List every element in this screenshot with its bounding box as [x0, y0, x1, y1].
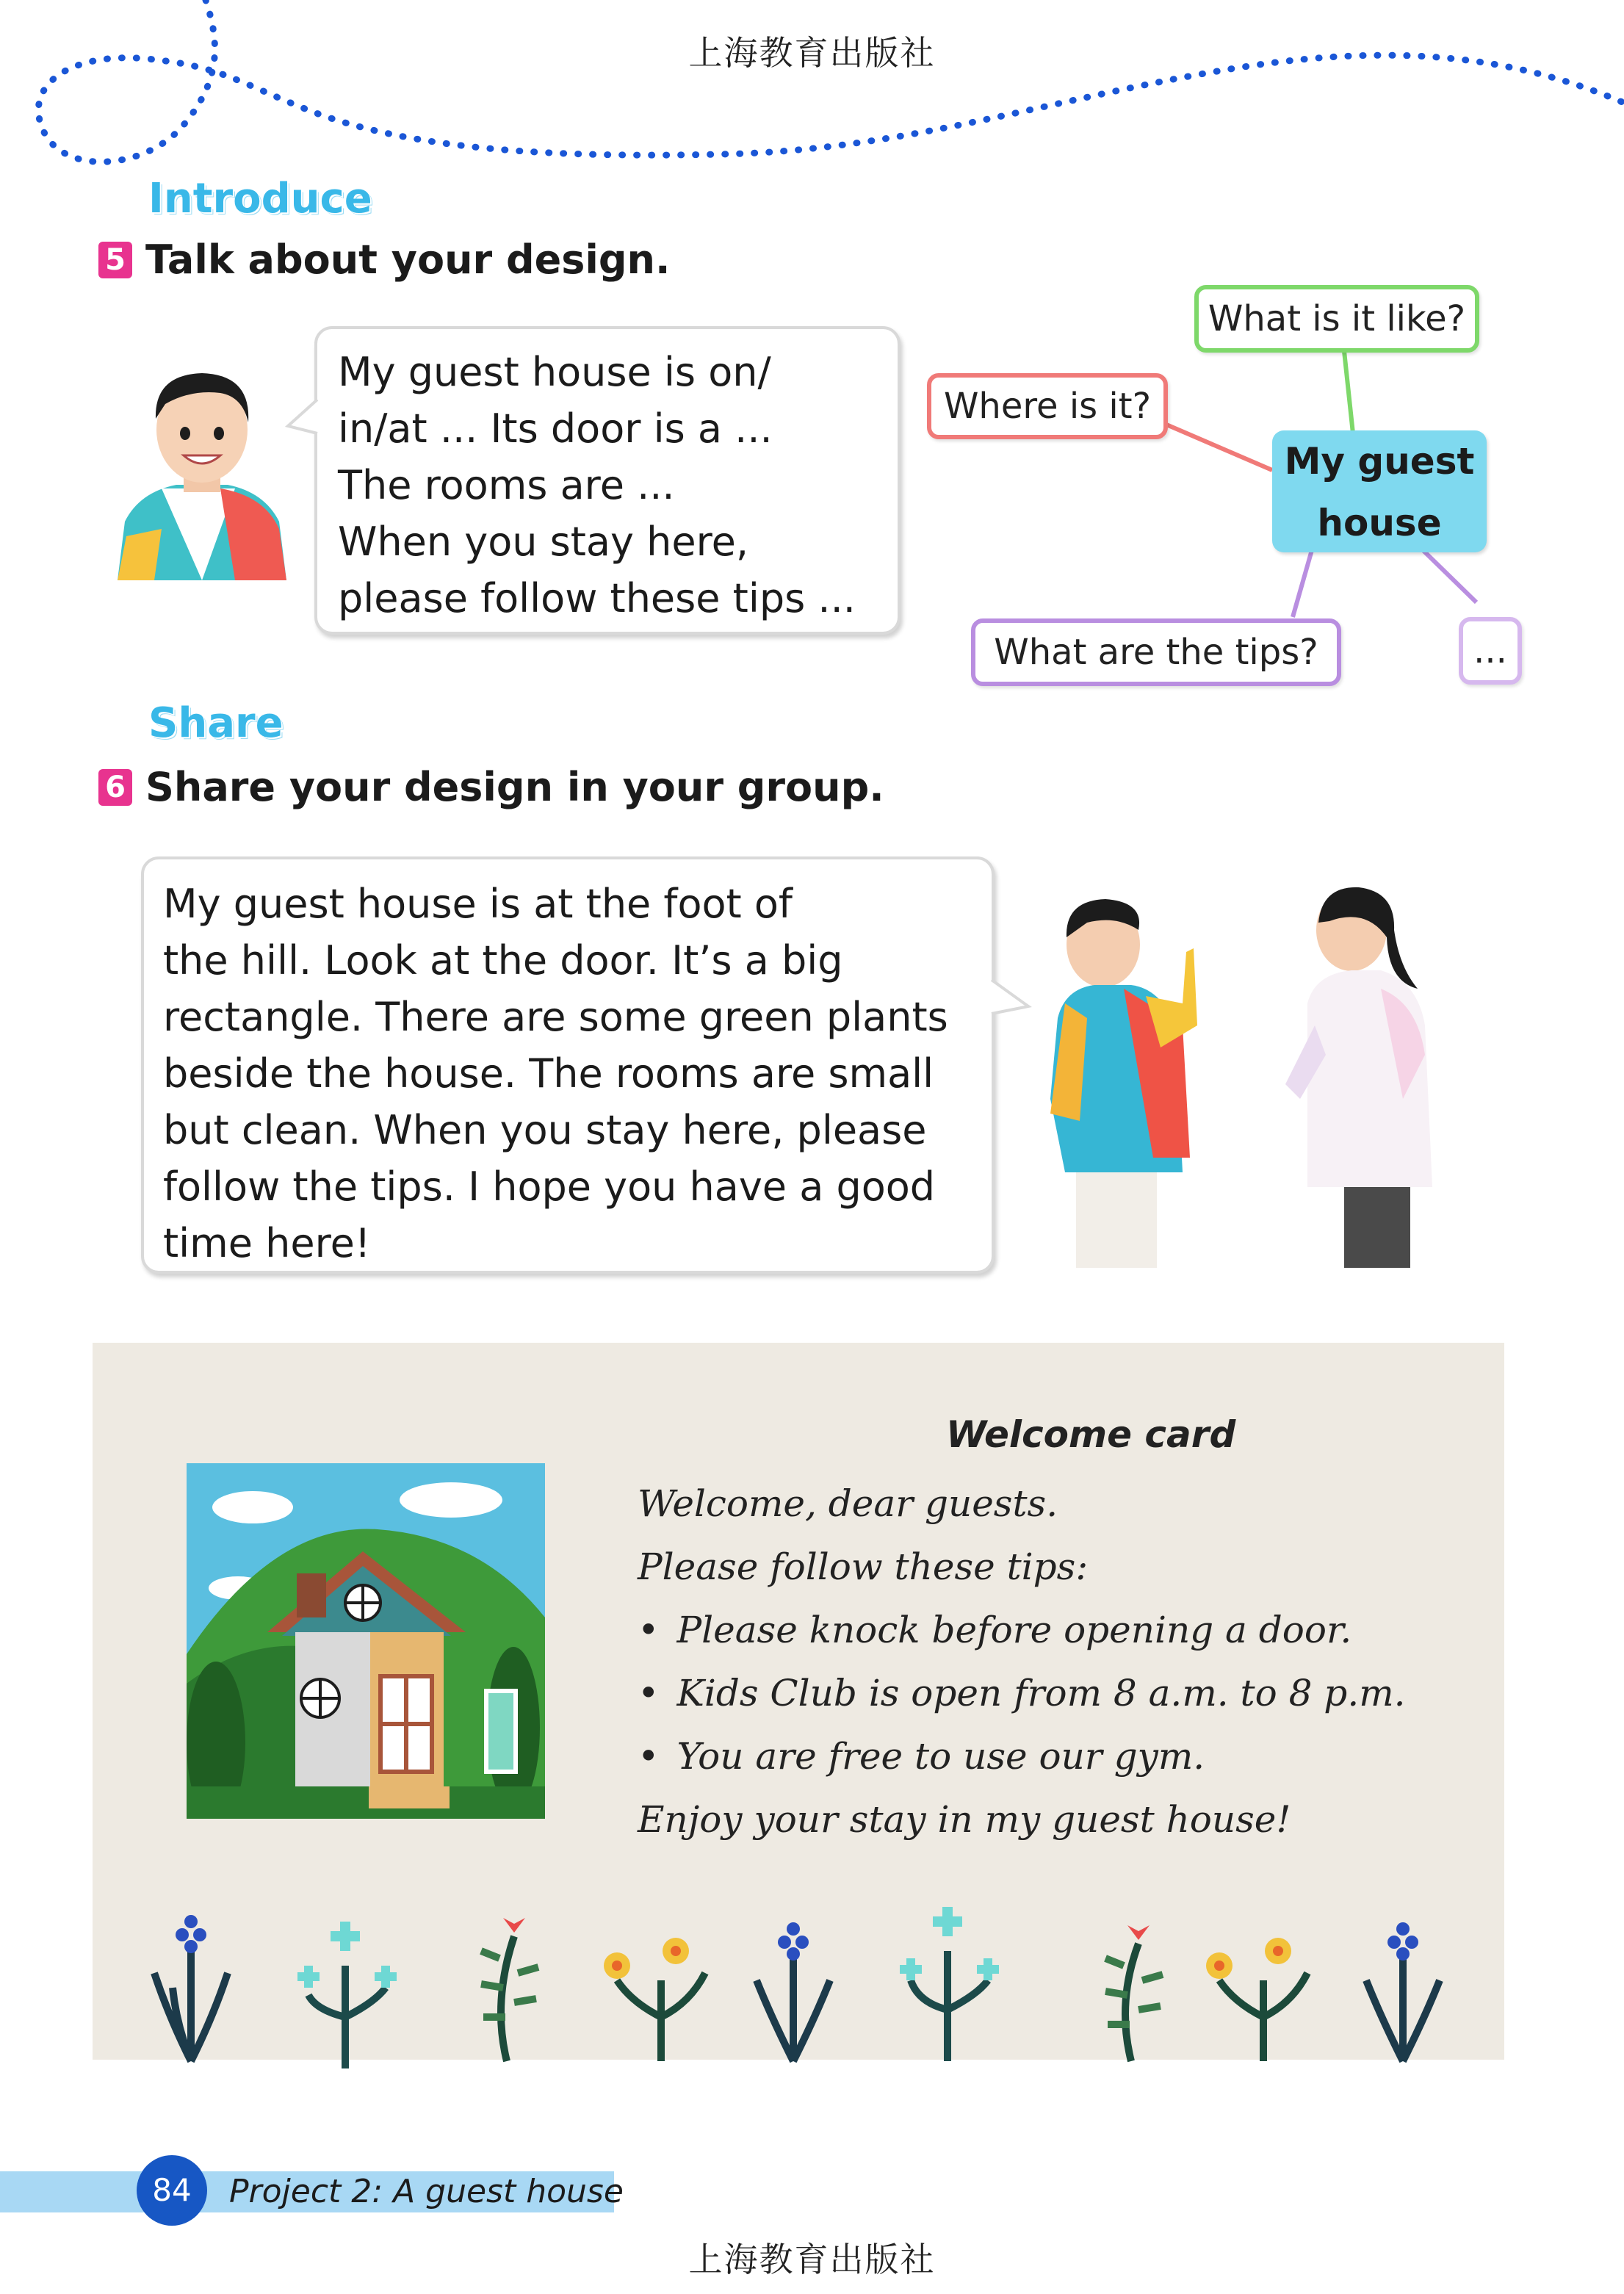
publisher-header: 上海教育出版社 — [688, 33, 936, 73]
speech-bubble-introduce — [314, 326, 901, 635]
section-title-introduce: Introduce — [148, 175, 372, 223]
card-tip-text: Kids Club is open from 8 a.m. to 8 p.m. — [676, 1672, 1406, 1714]
flower-icon — [900, 1907, 999, 2061]
card-tip: • Kids Club is open from 8 a.m. to 8 p.m. — [638, 1672, 1406, 1714]
card-tip-text: You are free to use our gym. — [676, 1735, 1205, 1778]
task-5-heading — [98, 237, 671, 283]
task-text: Share your design in your group. — [145, 764, 884, 810]
task-number-badge: 6 — [98, 769, 132, 806]
section-title-share: Share — [148, 699, 284, 747]
speech-line: rectangle. There are some green plants — [163, 994, 948, 1040]
speech-bubble-share — [141, 856, 995, 1274]
task-number-badge: 5 — [98, 242, 132, 278]
flower-border — [132, 1892, 1469, 2068]
flower-icon — [1105, 1925, 1163, 2061]
speech-line: When you stay here, — [338, 519, 748, 565]
speech-line: the hill. Look at the door. It’s a big — [163, 937, 843, 984]
flower-icon — [1366, 1922, 1440, 2061]
welcome-card-text — [638, 1472, 1406, 1851]
mind-center-line: My guest — [1284, 440, 1475, 483]
mind-node-where-is-it: Where is it? — [927, 373, 1168, 439]
welcome-card-title: Welcome card — [946, 1413, 1236, 1456]
speech-tail-icon — [989, 977, 1033, 1021]
flower-icon — [757, 1922, 830, 2061]
speech-line: follow the tips. I hope you have a good — [163, 1164, 936, 1210]
flower-icon — [1206, 1938, 1307, 2061]
flower-icon — [481, 1918, 538, 2061]
speech-line: beside the house. The rooms are small — [163, 1050, 934, 1097]
boy-avatar — [110, 360, 294, 580]
card-tip: • You are free to use our gym. — [638, 1735, 1205, 1778]
children-illustration — [1036, 879, 1447, 1275]
mind-node-center — [1272, 430, 1487, 552]
flower-icon — [297, 1922, 397, 2068]
speech-line: The rooms are ... — [338, 462, 675, 508]
speech-line: please follow these tips ... — [338, 575, 856, 621]
card-tip: • Please knock before opening a door. — [638, 1609, 1352, 1651]
speech-line: My guest house is at the foot of — [163, 881, 793, 927]
card-greeting: Welcome, dear guests. — [638, 1482, 1058, 1525]
mind-center-line: house — [1317, 502, 1442, 544]
speech-tail-icon — [285, 397, 320, 441]
mind-node-what-is-it-like: What is it like? — [1194, 285, 1479, 353]
speech-line: My guest house is on/ — [338, 349, 771, 395]
page-number: 84 — [137, 2155, 207, 2226]
mind-node-what-are-the-tips: What are the tips? — [971, 618, 1341, 686]
card-tip-text: Please knock before opening a door. — [676, 1609, 1352, 1651]
card-intro: Please follow these tips: — [638, 1545, 1089, 1588]
publisher-footer: 上海教育出版社 — [688, 2240, 936, 2279]
flower-icon — [604, 1938, 705, 2061]
flower-icon — [154, 1915, 228, 2061]
mind-node-more: ... — [1459, 617, 1522, 685]
guest-house-picture — [187, 1463, 545, 1819]
speech-line: but clean. When you stay here, please — [163, 1107, 927, 1153]
card-closing: Enjoy your stay in my guest house! — [638, 1798, 1291, 1841]
project-title: Project 2: A guest house — [229, 2173, 624, 2210]
speech-line: in/at ... Its door is a ... — [338, 405, 773, 452]
task-6-heading — [98, 764, 884, 810]
task-text: Talk about your design. — [145, 237, 671, 283]
speech-line: time here! — [163, 1220, 371, 1266]
